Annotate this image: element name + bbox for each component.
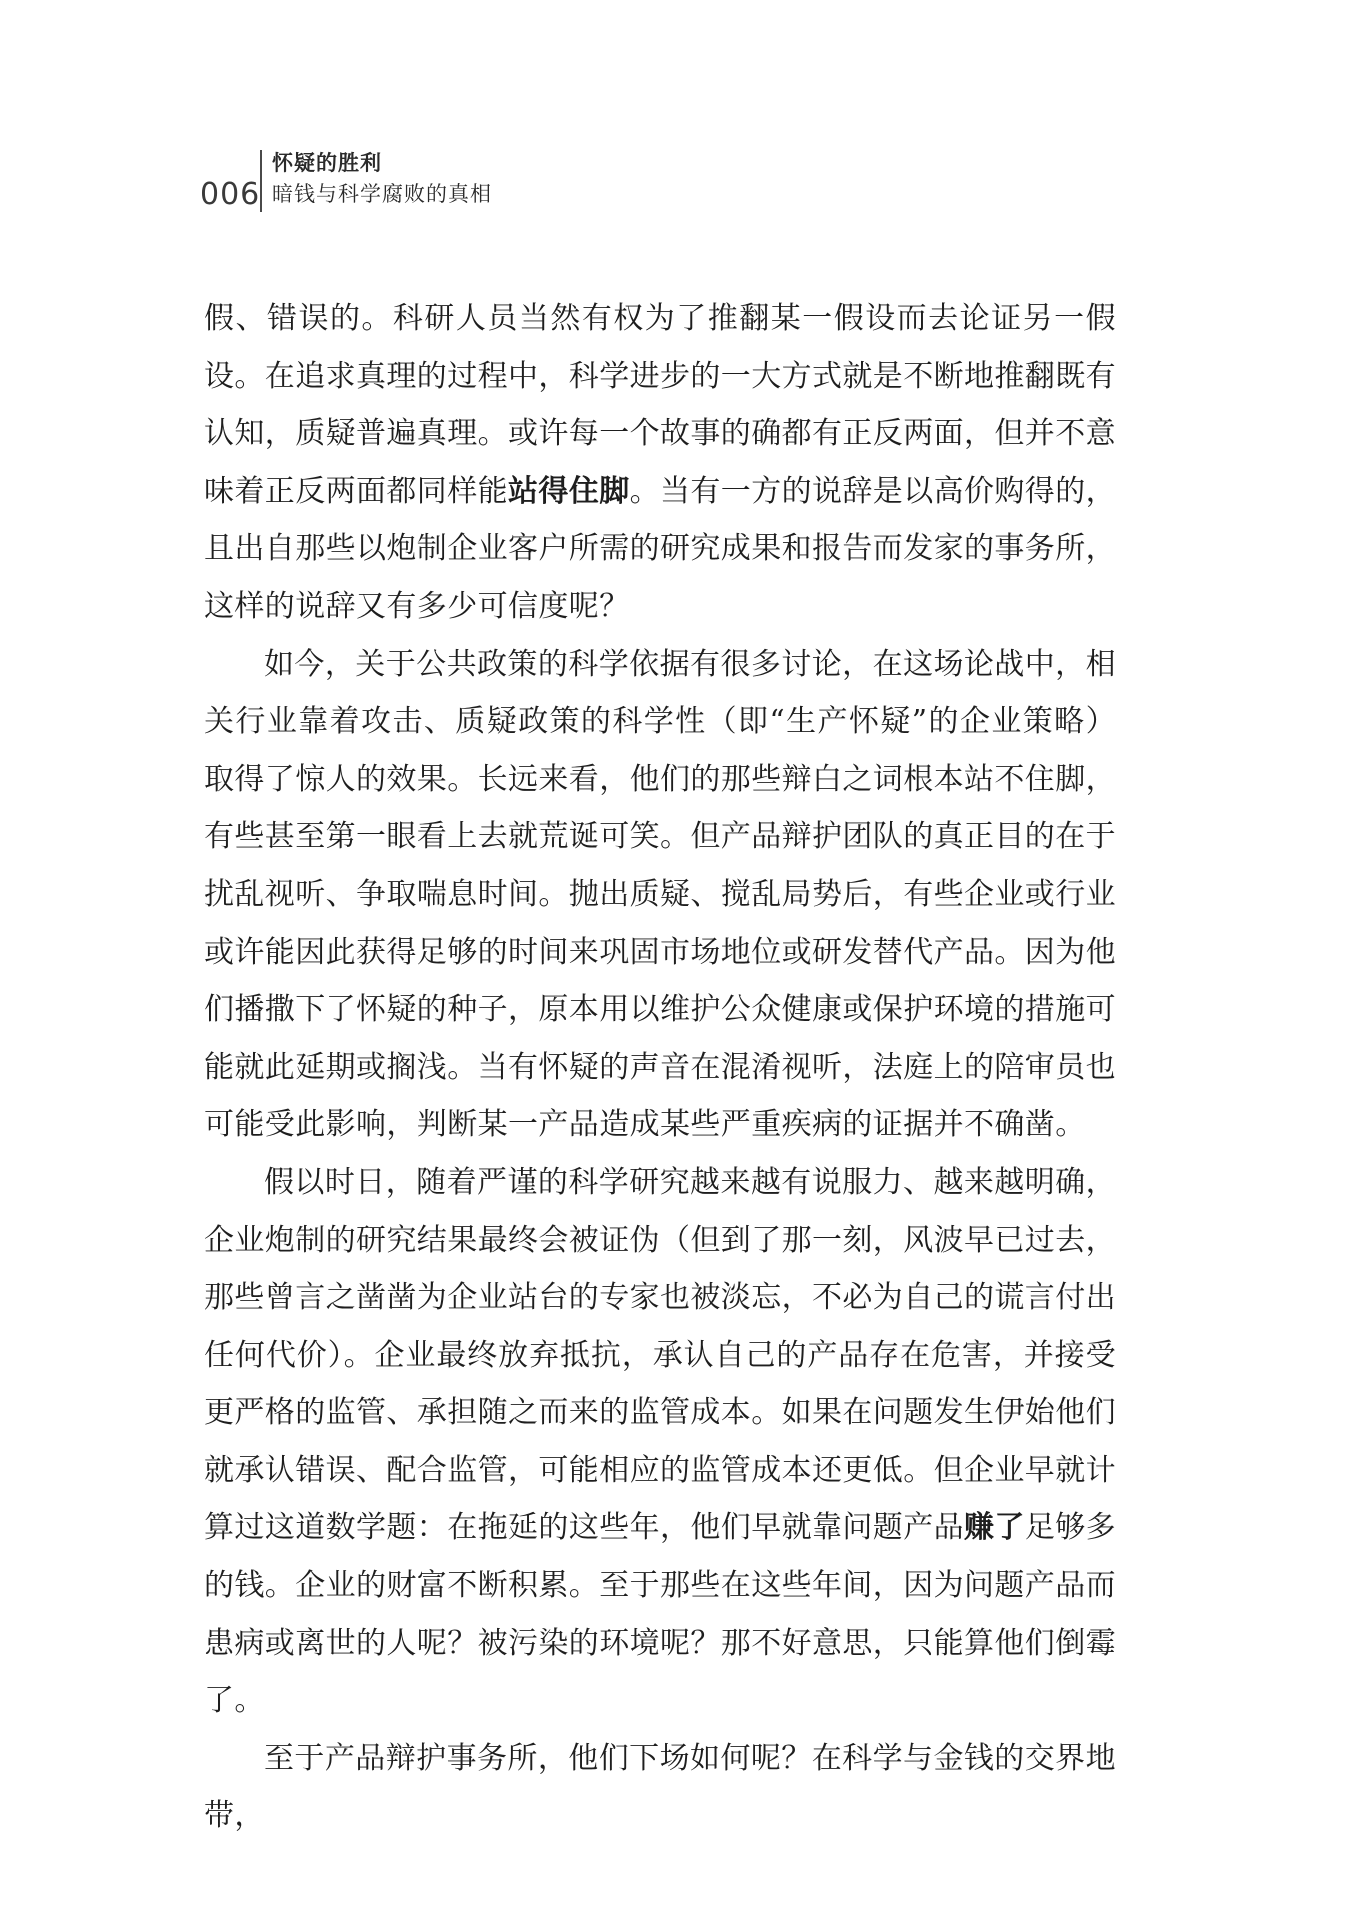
book-subtitle: 暗钱与科学腐败的真相 (272, 182, 492, 206)
page-number: 006 (200, 177, 261, 212)
paragraph-2: 如今，关于公共政策的科学依据有很多讨论，在这场论战中，相关行业靠着攻击、质疑政策的科学性（即“生产怀疑”的企业策略）取得了惊人的效果。长远来看，他们的那些辩白之词根本站不住脚，有些甚至第一眼看上去就荒诞可笑。但产品辩护团队的真正目的在于扰乱视听、争取喘息时间。抛出质疑、搅乱局势后，有些企业或行业或许能因此获得足够的时间来巩固市场地位或研发替代产品。因为他们播撒下了怀疑的种子，原本用以维护公众健康或保护环境的措施可能就此延期或搁浅。当有怀疑的声音在混淆视听，法庭上的陪审员也可能受此影响，判断某一产品造成某些严重疾病的证据并不确凿。 (204, 646, 1116, 1143)
header-divider (260, 150, 262, 212)
paragraph-1-text-b: 。当有一方的说辞是以高价购得的，且出自那些以炮制企业客户所需的研究成果和报告而发家的事务所，这样的说辞又有多少可信度呢？ (204, 473, 1117, 624)
paragraph-4: 至于产品辩护事务所，他们下场如何呢？在科学与金钱的交界地带， (204, 1740, 1116, 1834)
paragraph-3 (204, 1154, 1116, 1730)
paragraph-1-text-a: 假、错误的。科研人员当然有权为了推翻某一假设而去论证另一假设。在追求真理的过程中，科学进步的一大方式就是不断地推翻既有认知，质疑普遍真理。或许每一个故事的确都有正反两面，但并不意味着正反两面都同样能 (204, 301, 1116, 509)
running-header (200, 148, 600, 214)
paragraph-3-bold-phrase: 赚了 (964, 1510, 1025, 1546)
paragraph-3-text-a: 假以时日，随着严谨的科学研究越来越有说服力、越来越明确，企业炮制的研究结果最终会被证伪（但到了那一刻，风波早已过去，那些曾言之凿凿为企业站台的专家也被淡忘，不必为自己的谎言付出任何代价）。企业最终放弃抵抗，承认自己的产品存在危害，并接受更严格的监管、承担随之而来的监管成本。如果在问题发生伊始他们就承认错误、配合监管，可能相应的监管成本还更低。但企业早就计算过这道数学题：在拖延的这些年，他们早就靠问题产品 (204, 1164, 1116, 1546)
body-text (204, 290, 1116, 1845)
paragraph-3-text-b: 足够多的钱。企业的财富不断积累。至于那些在这些年间，因为问题产品而患病或离世的人呢？被污染的环境呢？那不好意思，只能算他们倒霉了。 (204, 1510, 1117, 1719)
book-title: 怀疑的胜利 (272, 150, 382, 175)
paragraph-1-bold-phrase: 站得住脚 (508, 473, 630, 509)
paragraph-1 (204, 290, 1116, 636)
header-titles (272, 148, 492, 210)
